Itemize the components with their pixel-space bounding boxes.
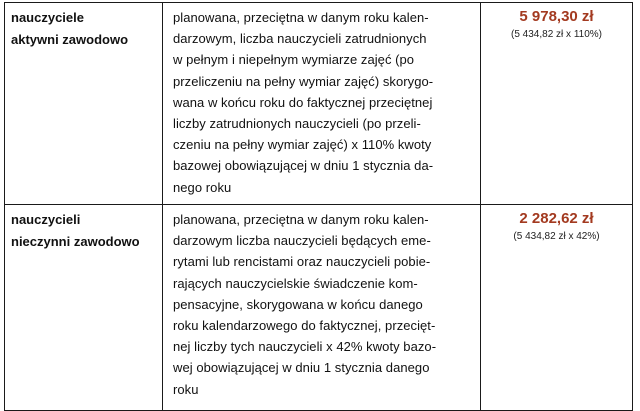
description-line: wej obowiązującej w dniu 1 stycznia danego bbox=[173, 360, 430, 376]
description-line: rytami lub rencistami oraz nauczycieli pobie- bbox=[173, 254, 431, 270]
description-line: darzowym liczba nauczycieli będących eme- bbox=[173, 233, 431, 249]
amount-value: 2 282,62 zł bbox=[519, 210, 594, 227]
table-row bbox=[5, 3, 633, 205]
description-cell bbox=[163, 3, 481, 205]
description-line: planowana, przeciętna w danym roku kalen- bbox=[173, 10, 429, 25]
description-line: nego roku bbox=[173, 179, 232, 195]
description-line: rających nauczycielskie świadczenie kom- bbox=[173, 275, 418, 291]
amount-formula: (5 434,82 zł x 110%) bbox=[511, 29, 602, 40]
description-line: wana w końcu roku do faktycznej przeciętnej bbox=[173, 94, 433, 110]
description-line: przeliczeniu na pełny wymiar zajęć) skorygo- bbox=[173, 73, 434, 89]
category-name-line: aktywni zawodowo bbox=[11, 31, 129, 47]
amount-cell bbox=[481, 3, 633, 205]
description-line: w pełnym i niepełnym wymiarze zajęć (po bbox=[173, 52, 415, 68]
description-line: czeniu na pełny wymiar zajęć) x 110% kwoty bbox=[173, 137, 432, 153]
description-line: roku kalendarzowego do faktycznej, przecięt- bbox=[173, 318, 436, 334]
description-line: liczby zatrudnionych nauczycieli (po przeli- bbox=[173, 116, 421, 132]
category-name-line: nieczynni zawodowo bbox=[11, 233, 140, 249]
amount-formula: (5 434,82 zł x 42%) bbox=[513, 231, 600, 242]
description-line: darzowym, liczba nauczycieli zatrudnionych bbox=[173, 31, 427, 47]
table-row bbox=[5, 205, 633, 411]
description-line: planowana, przeciętna w danym roku kalen- bbox=[173, 212, 429, 227]
category-cell bbox=[5, 205, 163, 411]
category-name-line: nauczyciele bbox=[11, 10, 84, 25]
description-cell bbox=[163, 205, 481, 411]
description-line: pensacyjne, skorygowana w końcu danego bbox=[173, 296, 423, 312]
amount-cell bbox=[481, 205, 633, 411]
amount-value: 5 978,30 zł bbox=[519, 8, 594, 25]
description-line: roku bbox=[173, 381, 199, 397]
benefit-table bbox=[4, 2, 633, 411]
description-line: bazowej obowiązującej w dniu 1 stycznia da- bbox=[173, 158, 434, 174]
description-line: nej liczby tych nauczycieli x 42% kwoty bazo- bbox=[173, 339, 437, 355]
category-name-line: nauczycieli bbox=[11, 212, 81, 227]
category-cell bbox=[5, 3, 163, 205]
